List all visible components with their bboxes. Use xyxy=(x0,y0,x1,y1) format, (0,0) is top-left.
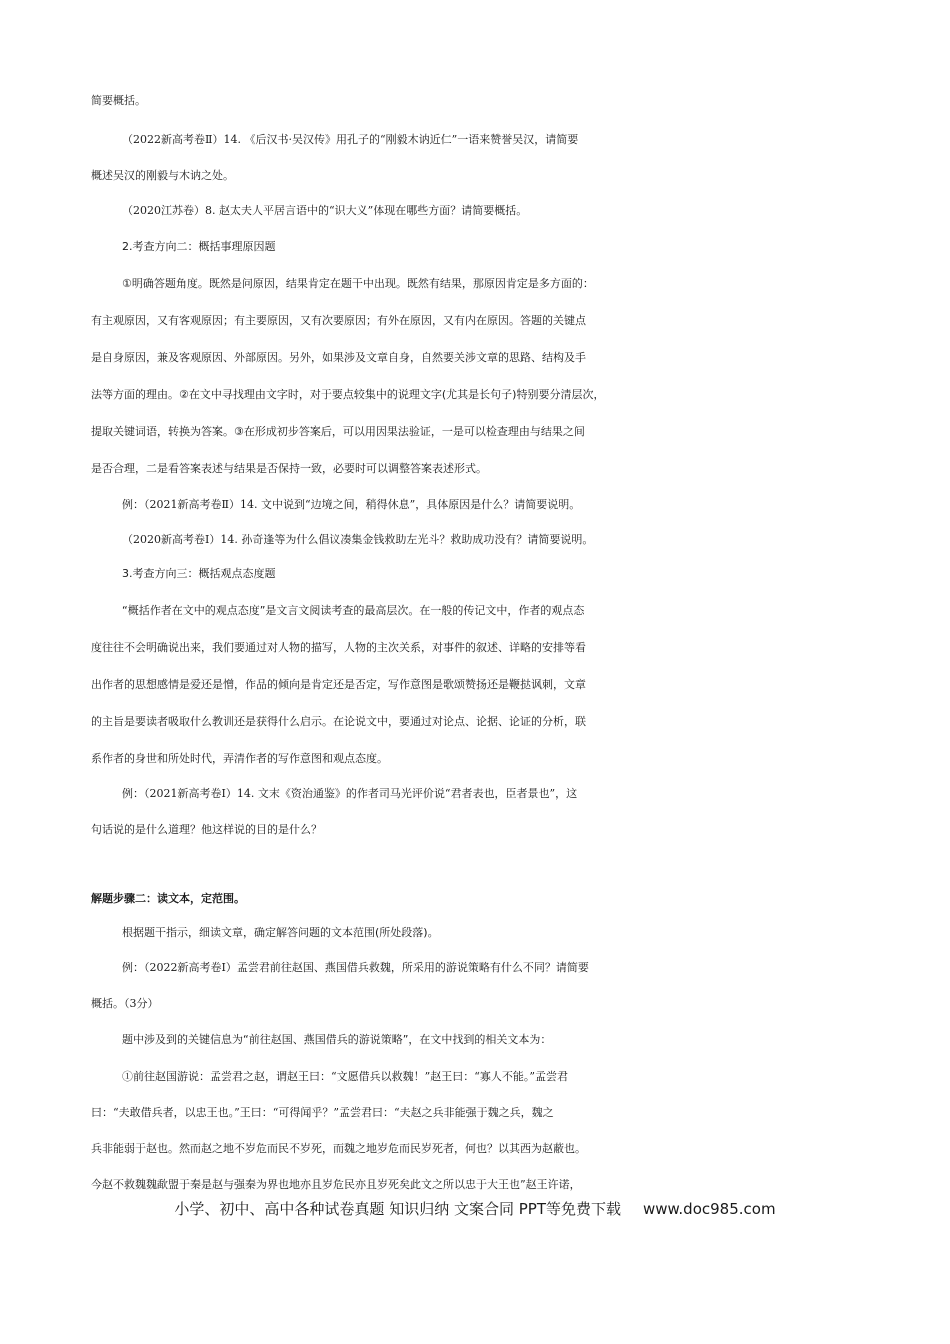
page-footer xyxy=(0,1198,950,1219)
example-line: （2020新高考卷Ⅰ）14. 孙奇逢等为什么倡议凑集金钱救助左光斗？救助成功没有？请简要说明。 xyxy=(122,533,594,546)
text-line: 今赵不救魏魏歃盟于秦是赵与强秦为界也地亦且岁危民亦且岁死矣此文之所以忠于大王也”赵王许诺， xyxy=(91,1178,581,1191)
text-line: 根据题干指示，细读文章，确定解答问题的文本范围(所处段落)。 xyxy=(122,926,439,939)
text-line: 概述吴汉的刚毅与木讷之处。 xyxy=(91,169,234,182)
text-line: （2022新高考卷Ⅱ）14. 《后汉书·吴汉传》用孔子的“刚毅木讷近仁”一语来赞誉吴汉，请简要 xyxy=(122,133,579,146)
footer-text: 小学、初中、高中各种试卷真题 知识归纳 文案合同 PPT等免费下载 xyxy=(174,1200,621,1218)
section-heading: 2.考查方向二：概括事理原因题 xyxy=(122,240,276,253)
text-line: ①明确答题角度。既然是问原因，结果肯定在题干中出现。既然有结果，那原因肯定是多方面的： xyxy=(122,277,594,290)
text-line: 简要概括。 xyxy=(91,94,146,107)
section-heading: 3.考查方向三：概括观点态度题 xyxy=(122,567,276,580)
text-line: 提取关键词语，转换为答案。③在形成初步答案后，可以用因果法验证，一是可以检查理由与结果之间 xyxy=(91,425,585,438)
text-line: 题中涉及到的关键信息为“前往赵国、燕国借兵的游说策略”，在文中找到的相关文本为： xyxy=(122,1033,552,1046)
text-line: ①前往赵国游说：孟尝君之赵，谓赵王曰：“文愿借兵以救魏！”赵王曰：“寡人不能。”孟尝君 xyxy=(122,1070,568,1083)
text-line: （2020江苏卷）8. 赵太夫人平居言语中的“识大义”体现在哪些方面？请简要概括。 xyxy=(122,204,528,217)
text-line: 有主观原因，又有客观原因；有主要原因，又有次要原因；有外在原因，又有内在原因。答题的关键点 xyxy=(91,314,586,327)
text-line: 度往往不会明确说出来，我们要通过对人物的描写，人物的主次关系，对事件的叙述、详略的安排等看 xyxy=(91,641,586,654)
text-line: 句话说的是什么道理？他这样说的目的是什么？ xyxy=(91,823,322,836)
text-line: 是否合理，二是看答案表述与结果是否保持一致，必要时可以调整答案表述形式。 xyxy=(91,462,487,475)
example-line: 例：（2021新高考卷Ⅰ）14. 文末《资治通鉴》的作者司马光评价说“君者表也，臣者景也”，这 xyxy=(122,787,578,800)
example-line: 例：（2021新高考卷Ⅱ）14. 文中说到“边境之间，稍得休息”，具体原因是什么？请简要说明。 xyxy=(122,498,581,511)
text-line: 系作者的身世和所处时代，弄清作者的写作意图和观点态度。 xyxy=(91,752,388,765)
text-line: 法等方面的理由。②在文中寻找理由文字时，对于要点较集中的说理文字(尤其是长句子)特别要分清层次， xyxy=(91,388,605,401)
text-line: 是自身原因，兼及客观原因、外部原因。另外，如果涉及文章自身，自然要关涉文章的思路、结构及手 xyxy=(91,351,586,364)
text-line: “概括作者在文中的观点态度”是文言文阅读考查的最高层次。在一般的传记文中，作者的观点态 xyxy=(122,604,585,617)
step-heading: 解题步骤二：读文本，定范围。 xyxy=(91,892,245,905)
text-line: 曰：“夫敢借兵者，以忠王也。”王曰：“可得闻乎？”孟尝君曰：“夫赵之兵非能强于魏之兵，魏之 xyxy=(91,1106,554,1119)
text-line: 出作者的思想感情是爱还是憎，作品的倾向是肯定还是否定，写作意图是歌颂赞扬还是鞭挞讽刺，文章 xyxy=(91,678,586,691)
text-line: 概括。（3分） xyxy=(91,997,159,1010)
example-line: 例：（2022新高考卷Ⅰ）孟尝君前往赵国、燕国借兵救魏，所采用的游说策略有什么不同？请简要 xyxy=(122,961,589,974)
text-line: 的主旨是要读者吸取什么教训还是获得什么启示。在论说文中，要通过对论点、论据、论证的分析，联 xyxy=(91,715,586,728)
footer-url[interactable]: www.doc985.com xyxy=(642,1200,776,1218)
text-line: 兵非能弱于赵也。然而赵之地不岁危而民不岁死，而魏之地岁危而民岁死者，何也？以其西为赵蔽也。 xyxy=(91,1142,586,1155)
